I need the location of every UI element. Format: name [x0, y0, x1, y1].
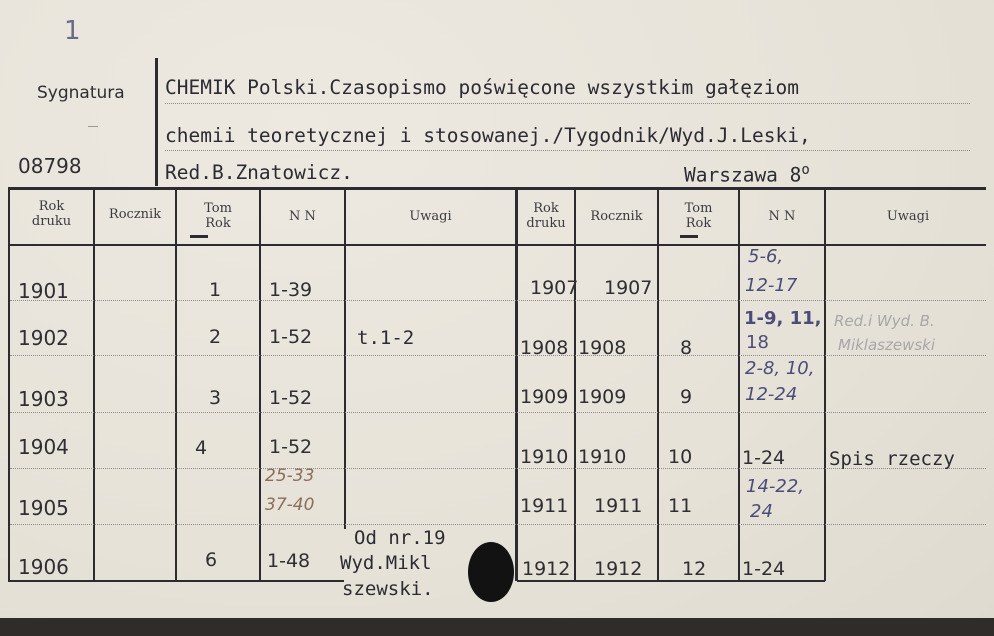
right-nn-1909-line1: 2-8, 10,: [745, 358, 815, 379]
right-nn-1912: 1-24: [742, 558, 786, 580]
col-line-8: [738, 189, 740, 581]
right-rocznik-1908: 1908: [578, 337, 627, 359]
right-tom-1911: 11: [668, 495, 693, 517]
hdr-rok-druku-right: Rok druku: [526, 201, 566, 231]
left-uwagi-1902: t.1-2: [357, 327, 415, 349]
card-bottom-edge: [0, 618, 994, 636]
table-bottom-rule-left: [8, 580, 344, 582]
hdr-tom-left: Tom Rok: [204, 201, 232, 231]
punch-hole: [468, 542, 514, 602]
place: Warszawa 8: [684, 163, 802, 187]
right-nn-1907-line1: 5-6,: [748, 246, 784, 267]
header-divider: [155, 58, 158, 186]
title-line-1: CHEMIK Polski.Czasopismo poświęcone wszystkim gałęziom: [165, 76, 799, 99]
left-tom-1901: 1: [209, 279, 222, 301]
hdr-rocznik-right: Rocznik: [590, 209, 643, 224]
hdr-nn-right: N N: [768, 209, 796, 224]
left-nn-1906: 1-48: [267, 550, 311, 572]
right-rok-1911: 1911: [520, 495, 569, 517]
right-nn-1908-line1: 1-9, 11,: [744, 308, 822, 329]
col-line-7: [657, 189, 659, 581]
right-uwagi-1910: Spis rzeczy: [829, 448, 955, 470]
left-year-1906: 1906: [18, 555, 69, 579]
hdr-rok-druku-left: Rok druku: [31, 199, 72, 229]
title-dots-2: [165, 150, 970, 151]
right-rocznik-1907: 1907: [604, 277, 653, 299]
right-nn-1908-line2: 18: [746, 332, 769, 353]
right-tom-1908: 8: [680, 337, 693, 359]
right-rok-1912: 1912: [522, 558, 571, 580]
left-nn-1903: 1-52: [269, 387, 313, 409]
col-line-6: [574, 189, 576, 581]
title-line-3: Red.B.Znatowicz.: [165, 161, 353, 184]
left-tom-1904: 4: [195, 437, 208, 459]
right-tom-1909: 9: [680, 386, 693, 408]
right-nn-1907-line2: 12-17: [745, 275, 798, 296]
left-nn-hand-1905: 37-40: [265, 495, 315, 515]
corner-mark: 1: [64, 16, 81, 46]
title-dots-1: [165, 103, 970, 104]
left-tom-1903: 3: [209, 387, 222, 409]
right-rok-1910: 1910: [520, 446, 569, 468]
right-rok-1907: 1907: [530, 277, 579, 299]
right-nn-1910: 1-24: [742, 447, 786, 469]
right-uwagi-1908-line1: Red.i Wyd. B.: [834, 312, 935, 330]
col-line-0: [8, 189, 10, 581]
signature-number: 08798: [18, 154, 82, 178]
row-dots-1: [10, 300, 986, 301]
left-tom-1906: 6: [205, 549, 218, 571]
header-bottom-rule: [8, 244, 986, 246]
hdr-nn-left: N N: [289, 209, 316, 224]
row-dots-2: [10, 355, 986, 356]
signature-dash: [88, 126, 98, 127]
left-uwagi-1906-line1: Od nr.19: [354, 527, 446, 549]
left-year-1902: 1902: [18, 326, 69, 350]
hdr-uwagi-right: Uwagi: [886, 209, 930, 224]
signature-label: Sygnatura: [37, 83, 125, 103]
format-superscript: o: [801, 162, 810, 178]
right-rocznik-1912: 1912: [594, 558, 643, 580]
left-year-1901: 1901: [18, 279, 69, 303]
right-nn-1911-line2: 24: [750, 501, 773, 522]
right-nn-1909-line2: 12-24: [745, 384, 798, 405]
col-line-3: [259, 189, 261, 581]
hdr-tom-right-underline: [680, 235, 698, 238]
left-year-1905: 1905: [18, 496, 69, 520]
right-rocznik-1910: 1910: [578, 446, 627, 468]
col-line-1: [93, 189, 95, 581]
left-uwagi-1906-line3: szewski.: [342, 578, 434, 600]
hdr-tom-right: Tom Rok: [684, 201, 713, 231]
right-rok-1908: 1908: [520, 337, 569, 359]
hdr-uwagi-left: Uwagi: [409, 209, 452, 224]
left-tom-1902: 2: [209, 326, 222, 348]
right-nn-1911-line1: 14-22,: [746, 476, 805, 497]
left-year-1904: 1904: [18, 435, 69, 459]
left-nn-1901: 1-39: [269, 279, 313, 301]
left-uwagi-1906-line2: Wyd.Mikl: [340, 552, 432, 574]
row-dots-3: [10, 412, 986, 413]
right-rok-1909: 1909: [520, 386, 569, 408]
place-format: [684, 162, 810, 187]
table-top-rule: [8, 187, 986, 190]
row-dots-5: [10, 524, 986, 525]
right-tom-1912: 12: [682, 558, 707, 580]
left-nn-1904: 1-52: [269, 436, 313, 458]
right-uwagi-1908-line2: Miklaszewski: [838, 336, 936, 354]
col-line-5: [515, 189, 518, 581]
hdr-rocznik-left: Rocznik: [108, 207, 162, 222]
title-line-2: chemii teoretycznej i stosowanej./Tygodnik/Wyd.J.Leski,: [165, 124, 811, 147]
hdr-tom-left-underline: [190, 235, 208, 238]
left-year-1903: 1903: [18, 387, 69, 411]
col-line-9: [824, 189, 826, 581]
right-tom-1910: 10: [668, 446, 693, 468]
table-bottom-rule-right: [517, 580, 825, 582]
right-rocznik-1911: 1911: [594, 495, 643, 517]
right-rocznik-1909: 1909: [578, 386, 627, 408]
left-nn-hand-1904: 25-33: [265, 466, 315, 486]
col-line-4: [344, 189, 346, 529]
left-nn-1902: 1-52: [269, 326, 313, 348]
col-line-2: [175, 189, 177, 581]
